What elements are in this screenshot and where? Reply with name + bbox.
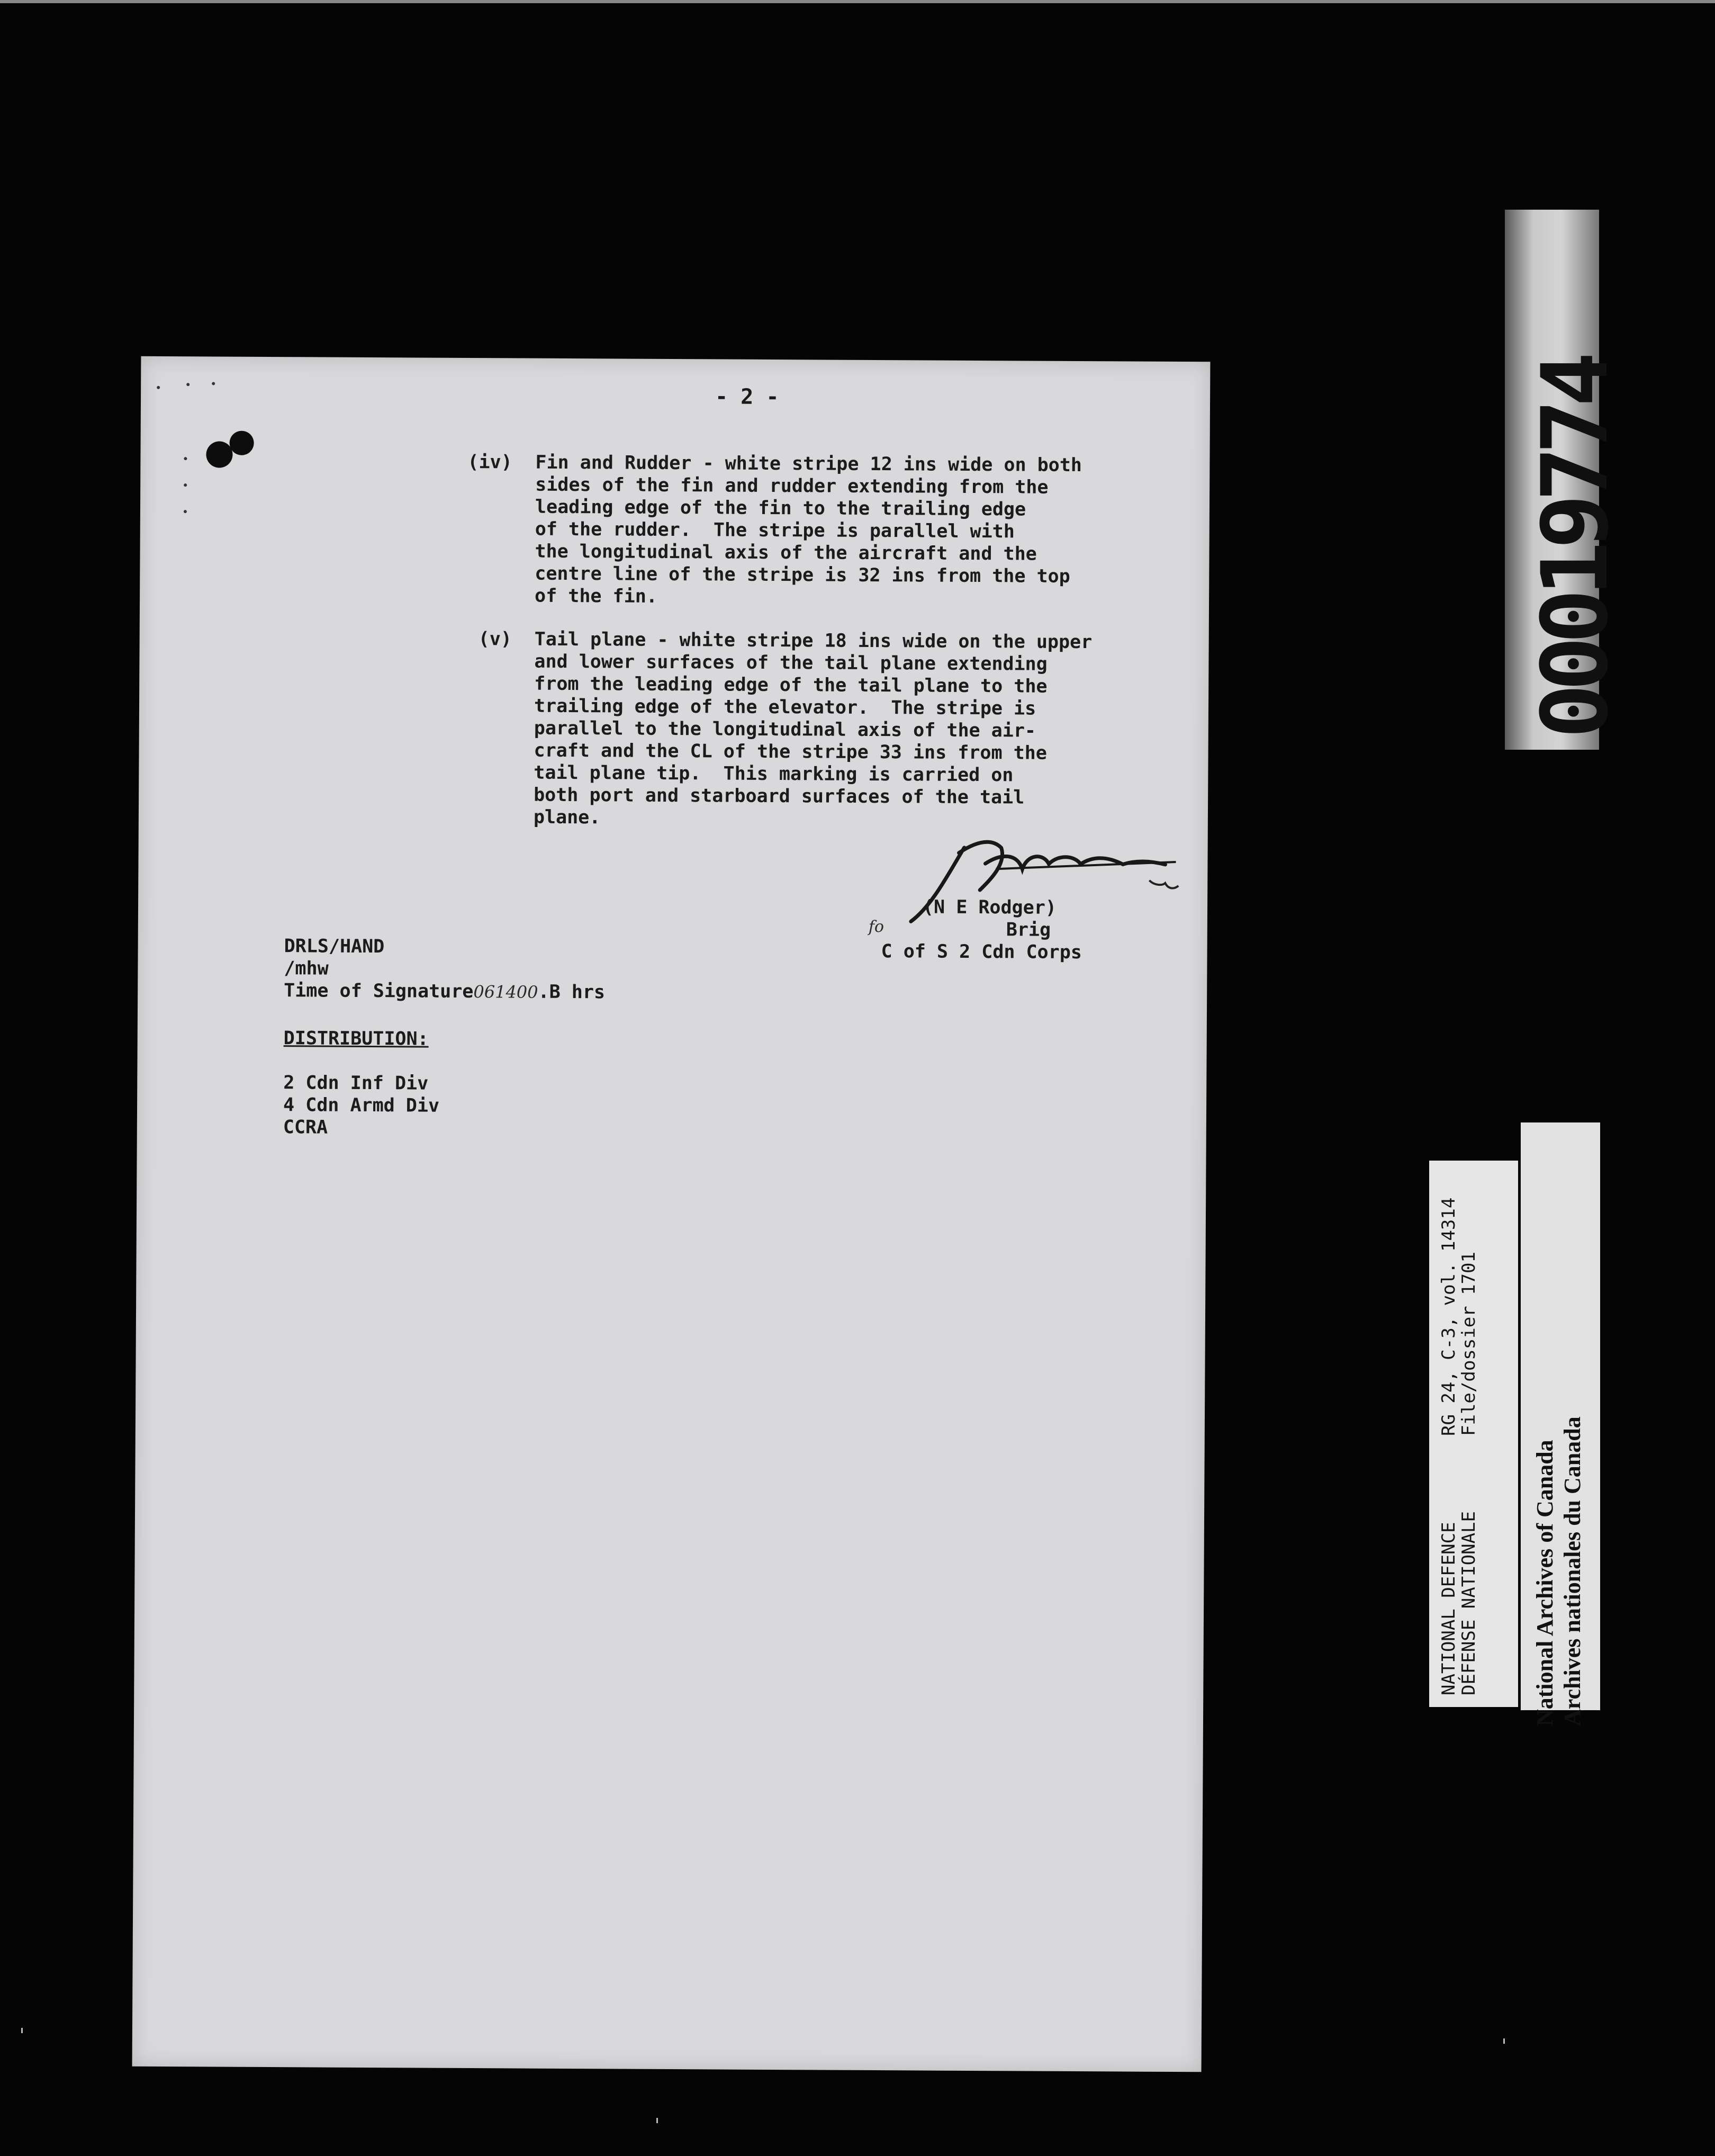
film-speck — [1503, 2038, 1505, 2044]
film-edge — [0, 0, 1715, 3]
dispatch-method: DRLS/HAND — [284, 936, 385, 958]
text-line: centre line of the stripe is 32 ins from the top — [535, 563, 1070, 587]
punch-speck — [184, 483, 187, 487]
archive-ref-line2: File/dossier 1701 — [1458, 1252, 1479, 1436]
text-line: trailing edge of the elevator. The stripe is — [534, 695, 1036, 720]
distribution-item: 4 Cdn Armd Div — [283, 1094, 440, 1117]
paragraph-marker: (v) — [478, 628, 512, 650]
department-line1: NATIONAL DEFENCE — [1438, 1522, 1459, 1695]
text-line: sides of the fin and rudder extending from the — [535, 474, 1049, 498]
film-speck — [656, 2118, 658, 2123]
distribution-item: 2 Cdn Inf Div — [283, 1072, 429, 1094]
archive-reference-label — [1429, 1161, 1518, 1707]
time-suffix: B hrs — [549, 981, 606, 1003]
time-label: Time of Signature — [284, 980, 474, 1003]
archives-name-fr: Archives nationales du Canada — [1559, 1416, 1585, 1726]
punch-speck — [186, 383, 189, 386]
punch-speck — [157, 386, 160, 389]
text-line: and lower surfaces of the tail plane extending — [534, 651, 1048, 675]
paragraph-marker: (iv) — [467, 451, 512, 473]
text-line: Fin and Rudder - white stripe 12 ins wide on both — [535, 452, 1082, 477]
typist-ref: /mhw — [284, 958, 329, 980]
text-line: of the rudder. The stripe is parallel with — [535, 518, 1015, 543]
text-line: plane. — [533, 806, 601, 829]
text-line: from the leading edge of the tail plane to the — [534, 673, 1048, 697]
text-line: tail plane tip. This marking is carried on — [534, 762, 1014, 786]
film-speck — [21, 2028, 23, 2033]
punch-speck — [184, 457, 187, 460]
distribution-heading: DISTRIBUTION: — [283, 1028, 429, 1050]
signatory-appointment: C of S 2 Cdn Corps — [881, 941, 1082, 964]
time-value: 061400 — [473, 982, 538, 1002]
punch-speck — [184, 510, 187, 513]
punch-hole — [229, 431, 254, 455]
text-line: both port and starboard surfaces of the tail — [534, 784, 1025, 808]
frame-number-text: 00019774 — [1522, 359, 1628, 739]
department-line2: DÉFENSE NATIONALE — [1458, 1511, 1479, 1695]
distribution-item: CCRA — [283, 1117, 328, 1138]
paragraph-body — [535, 452, 1082, 610]
text-line: of the fin. — [535, 585, 658, 607]
for-mark: fo — [868, 917, 884, 937]
text-line: craft and the CL of the stripe 33 ins from the — [534, 740, 1047, 764]
paragraph-body — [534, 628, 1093, 832]
paragraph-v — [477, 628, 1209, 838]
signatory-name: (N E Rodger) — [922, 896, 1057, 919]
text-line: leading edge of the fin to the trailing edge — [535, 496, 1026, 520]
time-of-signature: Time of Signature061400.B hrs — [284, 980, 606, 1003]
signatory-rank: Brig — [1006, 919, 1051, 941]
archives-canada-label — [1521, 1122, 1600, 1726]
frame-number — [1517, 217, 1628, 747]
paragraph-iv — [467, 451, 1209, 614]
page-number: - 2 - — [715, 384, 779, 410]
text-line: the longitudinal axis of the aircraft and the — [535, 541, 1037, 565]
punch-hole — [206, 441, 232, 468]
text-line: Tail plane - white stripe 18 ins wide on the upper — [534, 628, 1093, 653]
archive-ref-line1: RG 24, C-3, vol. 14314 — [1438, 1197, 1459, 1436]
document-page — [132, 356, 1211, 2072]
archives-name-en: National Archives of Canada — [1532, 1440, 1558, 1726]
text-line: parallel to the longitudinal axis of the air- — [534, 717, 1036, 742]
punch-speck — [212, 382, 215, 385]
